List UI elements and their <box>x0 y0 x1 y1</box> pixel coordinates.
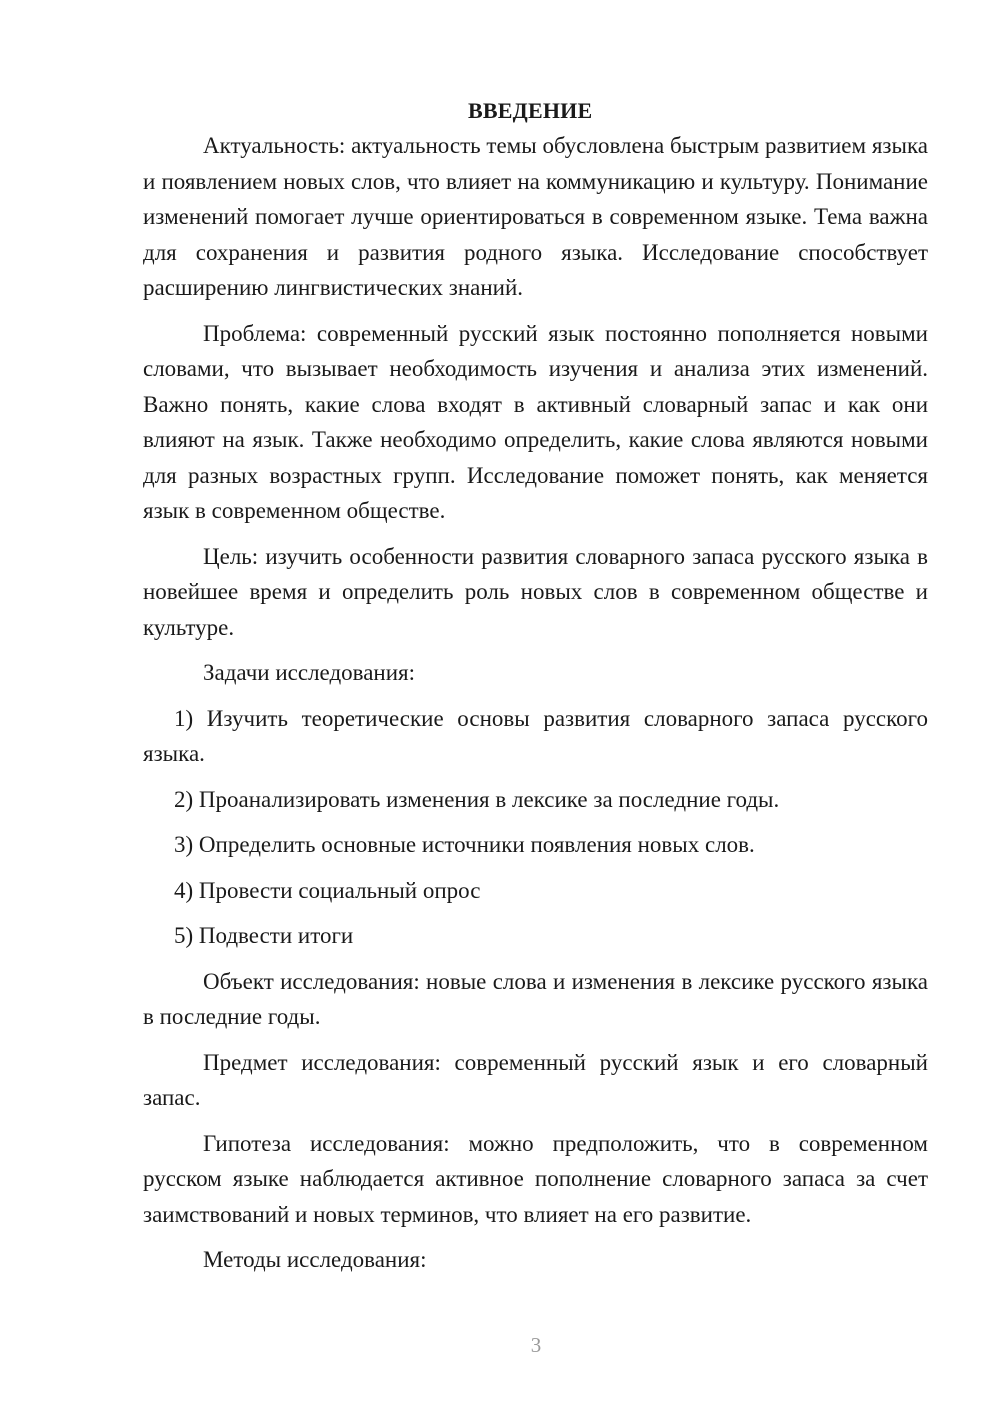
paragraph-problem: Проблема: современный русский язык постоянно пополняется новыми словами, что вызывает необходимость изучения и анализа этих изменений. Важно понять, какие слова входят в активный словарный запас и как они влияют на язык. Также необходимо определить, какие слова являются новыми для разных возрастных групп. Исследование поможет понять, как меняется язык в современном обществе. <box>143 320 928 523</box>
paragraph-methods: Методы исследования: <box>203 1247 427 1272</box>
task-item: 3) Определить основные источники появления новых слов. <box>174 832 755 857</box>
paragraph-relevance: Актуальность: актуальность темы обусловлена быстрым развитием языка и появлением новых слов, что влияет на коммуникацию и культуру. Понимание изменений помогает лучше ориентироваться в современном языке. Тема важна для сохранения и развития родного языка. Исследование способствует расширению лингвистических знаний. <box>143 133 928 300</box>
paragraph-hypothesis: Гипотеза исследования: можно предположить, что в современном русском языке наблюдается активное пополнение словарного запаса за счет заимствований и новых терминов, что влияет на его развитие. <box>143 1130 928 1227</box>
task-item: 1) Изучить теоретические основы развития словарного запаса русского языка. <box>143 705 928 766</box>
task-item: 2) Проанализировать изменения в лексике за последние годы. <box>174 786 780 812</box>
task-item: 4) Провести социальный опрос <box>174 877 481 903</box>
paragraph-subject: Предмет исследования: современный русский язык и его словарный запас. <box>143 1049 928 1110</box>
paragraph-goal: Цель: изучить особенности развития словарного запаса русского языка в новейшее время и определить роль новых слов в современном обществе и культуре. <box>143 543 928 640</box>
task-item: 5) Подвести итоги <box>174 923 354 948</box>
page-title: ВВЕДЕНИЕ <box>468 98 593 123</box>
page-body <box>143 93 928 1288</box>
page-number: 3 <box>530 1333 542 1357</box>
tasks-list <box>143 701 928 954</box>
paragraph-object: Объект исследования: новые слова и изменения в лексике русского языка в последние годы. <box>143 968 928 1029</box>
tasks-heading: Задачи исследования: <box>203 660 416 685</box>
